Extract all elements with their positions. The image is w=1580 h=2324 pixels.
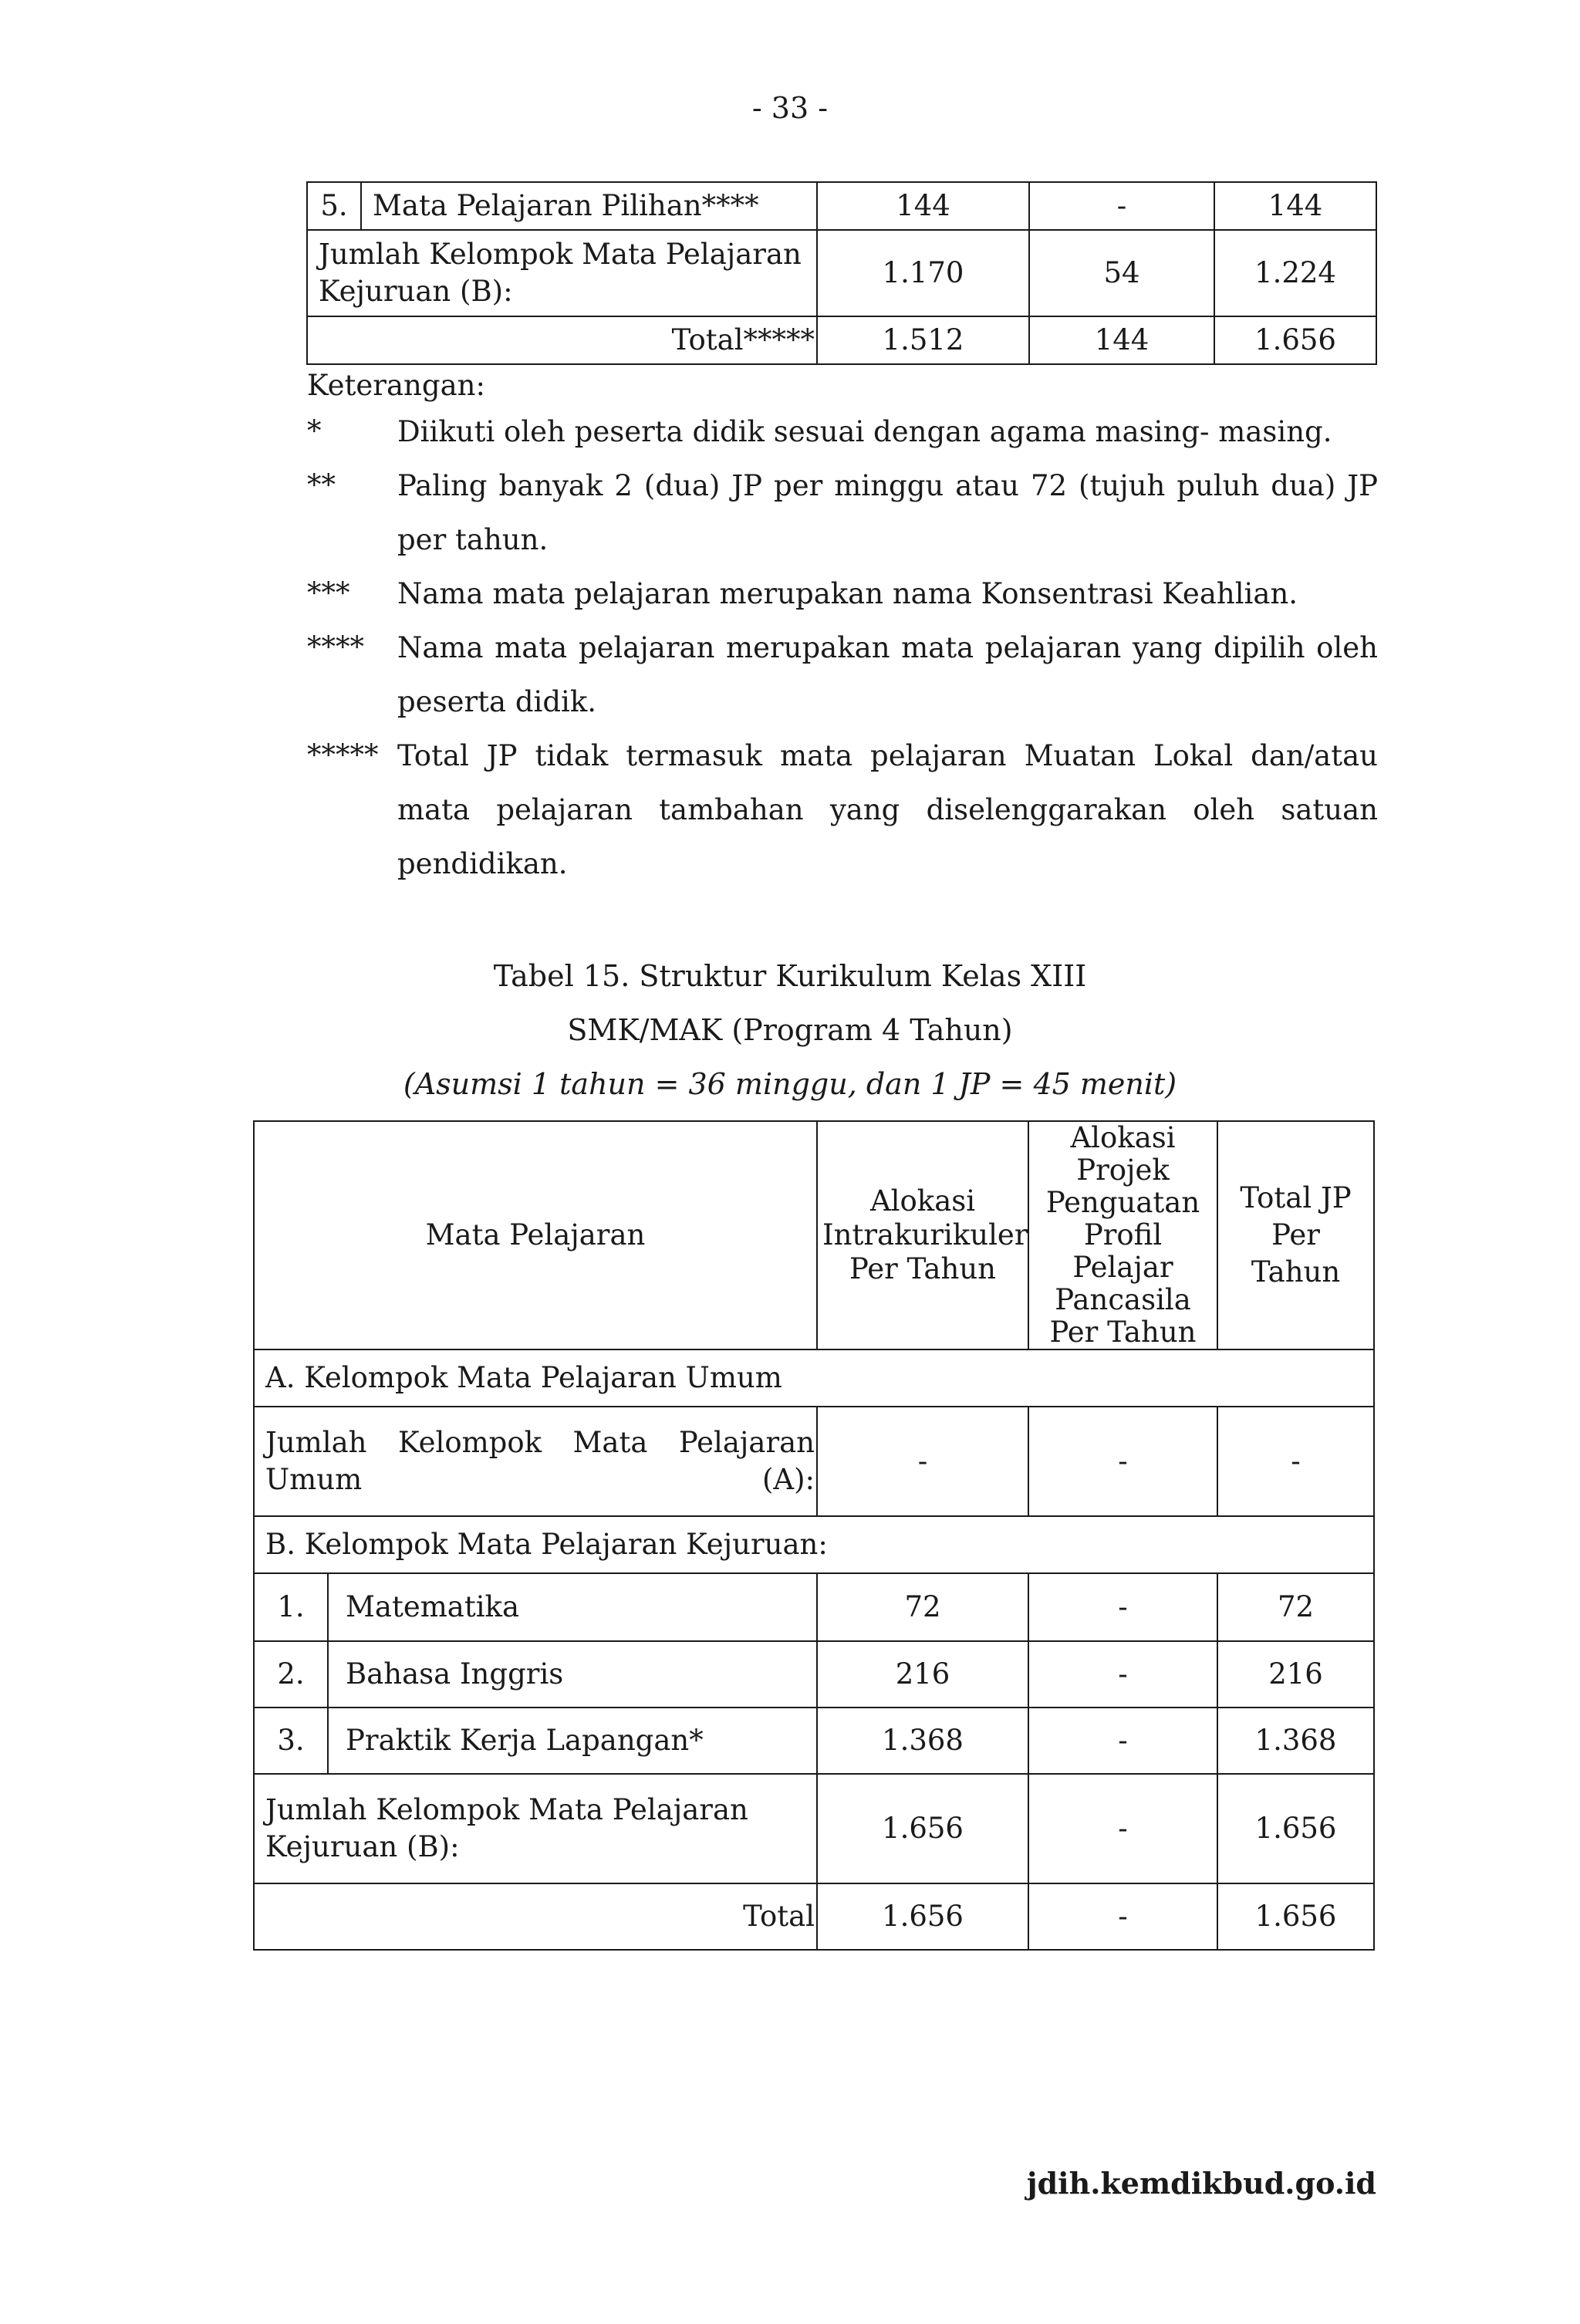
table-row xyxy=(254,1708,1374,1774)
intrakurikuler-value: 216 xyxy=(817,1641,1028,1708)
total-value: 1.224 xyxy=(1214,230,1376,316)
intrakurikuler-value: 1.512 xyxy=(817,316,1029,364)
total-label: Total***** xyxy=(307,316,817,364)
table-row-jumlah-a xyxy=(254,1407,1374,1516)
subject-name: Praktik Kerja Lapangan* xyxy=(328,1708,817,1774)
group-a-row xyxy=(254,1349,1374,1407)
table-15 xyxy=(253,1120,1375,1951)
total-value: 1.656 xyxy=(1214,316,1376,364)
note-mark: * xyxy=(307,414,322,448)
header-intrakurikuler: Alokasi Intrakurikuler Per Tahun xyxy=(817,1121,1028,1349)
subject-name: Matematika xyxy=(328,1573,817,1641)
page-number: - 33 - xyxy=(751,91,829,125)
row-number: 3. xyxy=(254,1708,328,1774)
header-projek: Alokasi Projek Penguatan Profil Pelajar Pancasila Per Tahun xyxy=(1028,1121,1217,1349)
jumlah-b-label: Jumlah Kelompok Mata Pelajaran Kejuruan (B): xyxy=(254,1774,817,1883)
note-mark: ***** xyxy=(307,738,379,772)
table-row-jumlah-b xyxy=(254,1774,1374,1883)
projek-value: - xyxy=(1028,1573,1217,1641)
projek-value: - xyxy=(1029,182,1214,230)
intrakurikuler-value: 1.656 xyxy=(817,1883,1028,1950)
notes-title: Keterangan: xyxy=(307,369,485,402)
projek-value: 54 xyxy=(1029,230,1214,316)
row-number: 5. xyxy=(307,182,361,230)
intrakurikuler-value: - xyxy=(817,1407,1028,1516)
total-value: - xyxy=(1217,1407,1374,1516)
projek-value: 144 xyxy=(1029,316,1214,364)
total-value: 216 xyxy=(1217,1641,1374,1708)
projek-value: - xyxy=(1028,1883,1217,1950)
total-value: 1.656 xyxy=(1217,1883,1374,1950)
note-text: Nama mata pelajaran merupakan nama Konsentrasi Keahlian. xyxy=(397,577,1298,610)
note-mark: **** xyxy=(307,630,364,664)
table-caption-subtitle: SMK/MAK (Program 4 Tahun) xyxy=(567,1013,1013,1047)
subject-name: Bahasa Inggris xyxy=(328,1641,817,1708)
row-number: 2. xyxy=(254,1641,328,1708)
table-row-jumlah-b xyxy=(307,230,1376,316)
projek-value: - xyxy=(1028,1774,1217,1883)
note-text: Total JP tidak termasuk mata pelajaran Muatan Lokal dan/atau mata pelajaran tambahan yang diselenggarakan oleh satuan pendidikan. xyxy=(397,739,1378,880)
note-mark: ** xyxy=(307,468,336,502)
table-row xyxy=(307,182,1376,230)
projek-value: - xyxy=(1028,1708,1217,1774)
row-number: 1. xyxy=(254,1573,328,1641)
table-header-row xyxy=(254,1121,1374,1349)
table-row xyxy=(254,1573,1374,1641)
table-caption-title: Tabel 15. Struktur Kurikulum Kelas XIII xyxy=(493,959,1087,993)
jumlah-a-label: Jumlah Kelompok Mata Pelajaran Umum (A): xyxy=(254,1407,817,1516)
header-subject: Mata Pelajaran xyxy=(254,1121,817,1349)
jumlah-b-label: Jumlah Kelompok Mata Pelajaran Kejuruan (B): xyxy=(307,230,817,316)
header-total: Total JP Per Tahun xyxy=(1217,1121,1374,1349)
subject-name: Mata Pelajaran Pilihan**** xyxy=(361,182,817,230)
intrakurikuler-value: 144 xyxy=(817,182,1029,230)
group-a-label: A. Kelompok Mata Pelajaran Umum xyxy=(254,1349,1374,1407)
table-row-total xyxy=(254,1883,1374,1950)
projek-value: - xyxy=(1028,1407,1217,1516)
group-b-row xyxy=(254,1516,1374,1573)
intrakurikuler-value: 1.368 xyxy=(817,1708,1028,1774)
total-value: 1.368 xyxy=(1217,1708,1374,1774)
total-value: 1.656 xyxy=(1217,1774,1374,1883)
intrakurikuler-value: 72 xyxy=(817,1573,1028,1641)
total-value: 72 xyxy=(1217,1573,1374,1641)
group-b-label: B. Kelompok Mata Pelajaran Kejuruan: xyxy=(254,1516,1374,1573)
total-value: 144 xyxy=(1214,182,1376,230)
note-text: Paling banyak 2 (dua) JP per minggu atau 72 (tujuh puluh dua) JP per tahun. xyxy=(397,469,1378,556)
table-row xyxy=(254,1641,1374,1708)
intrakurikuler-value: 1.656 xyxy=(817,1774,1028,1883)
note-text: Diikuti oleh peserta didik sesuai dengan agama masing- masing. xyxy=(397,415,1332,448)
note-mark: *** xyxy=(307,576,350,610)
table-caption-assumption: (Asumsi 1 tahun = 36 minggu, dan 1 JP = 45 menit) xyxy=(403,1067,1177,1101)
projek-value: - xyxy=(1028,1641,1217,1708)
footer-site-url: jdih.kemdikbud.go.id xyxy=(1026,2166,1376,2201)
total-label: Total xyxy=(254,1883,817,1950)
intrakurikuler-value: 1.170 xyxy=(817,230,1029,316)
table-row-total xyxy=(307,316,1376,364)
table-continuation xyxy=(306,181,1377,365)
note-text: Nama mata pelajaran merupakan mata pelajaran yang dipilih oleh peserta didik. xyxy=(397,631,1378,718)
